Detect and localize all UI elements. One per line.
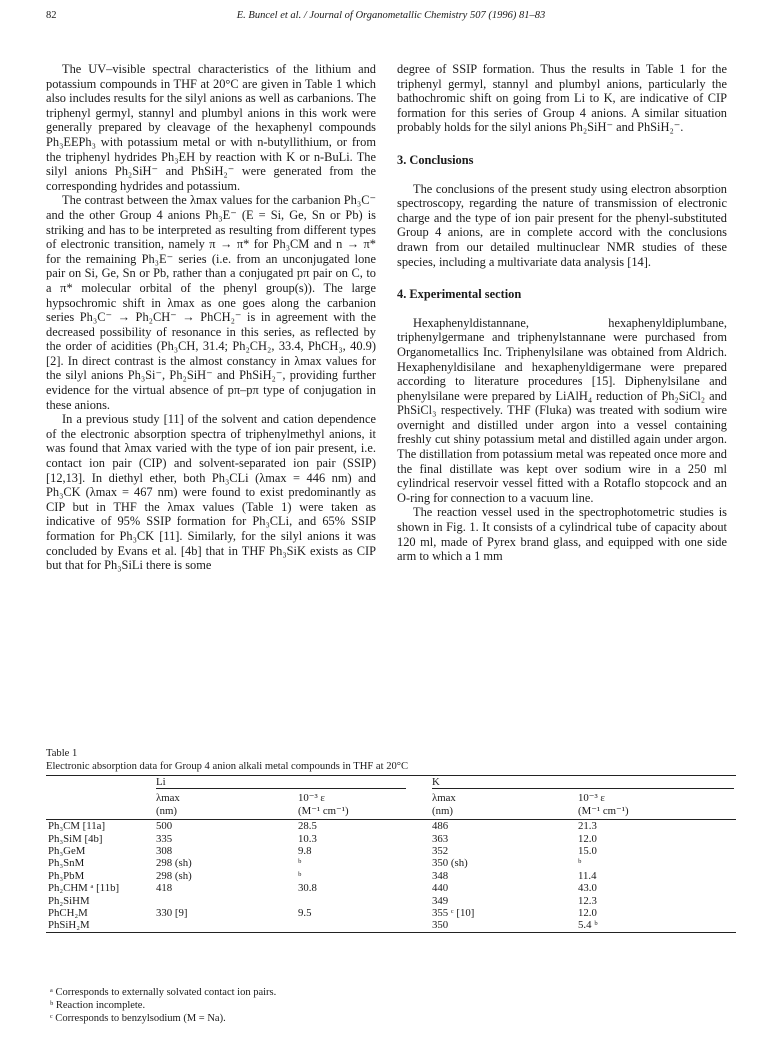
table-cell-k-eps: 43.0 [578, 882, 597, 895]
col-header-unit: (M⁻¹ cm⁻¹) [298, 804, 349, 817]
table-row [46, 895, 736, 907]
running-title: E. Buncel et al. / Journal of Organometallic Chemistry 507 (1996) 81–83 [236, 10, 546, 21]
table-cell-li-eps: 9.8 [298, 845, 312, 858]
body-paragraph: The conclusions of the present study using electron absorption spectroscopy, regarding the nature of transmission of electronic charge and the type of ion pair present for the phenyl-substituted Group 4 anions, are in complete accord with the conclusions drawn from our detailed multinuclear NMR studies of these species, including a multivariate data analysis [14]. [397, 181, 727, 269]
table-row [46, 882, 736, 894]
table-cell-k-eps: 5.4 ᵇ [576, 919, 736, 932]
table-cell-li-eps: 30.8 [298, 882, 317, 895]
table-label: Table 1 [46, 748, 78, 759]
table-cell-k-lambda: 350 [430, 919, 576, 932]
table-cell-k-lambda: 349 [432, 894, 449, 907]
body-paragraph: Hexaphenyldistannane, hexaphenyldiplumbane, triphenylgermane and triphenylstannane were purchased from Organometallics Inc. Triphenylsilane was obtained from Aldrich. Hexaphenyldisilane and hexaphenyldigermane were prepared according to literature procedures [15]. Diphenylsilane and phenylsilane were prepared by LiAlH₄ reduction of Ph₂SiCl₂ and PhSiCl₃ respectively. THF (Fluka) was treated with sodium wire overnight and distilled under argon into a vessel containing freshly cut shiny potassium metal and distilled again under argon. The distillation from potassium metal was repeated once more and the final distillate was kept over sodium wire in a 250 ml cylindrical reservoir vessel fitted with a Rotaflo stopcock and an O-ring for connection to a vacuum line. [397, 315, 727, 505]
table-cell-compound: PhCH₂M [48, 907, 88, 920]
table-cell-compound: Ph₃SiM [4b] [48, 832, 103, 845]
table-title: Electronic absorption data for Group 4 anion alkali metal compounds in THF at 20°C [46, 761, 409, 772]
table-cell-li-lambda: 335 [156, 832, 173, 845]
footnote: ᵇ Reaction incomplete. [50, 1000, 146, 1011]
col-header-epsilon: 10⁻³ ε [578, 792, 605, 805]
body-paragraph: degree of SSIP formation. Thus the results in Table 1 for the triphenyl germyl, stannyl and plumbyl anions, particularly the bathochromic shift on going from Li to K, are indicative of CIP formation for this series of Group 4 anions. A similar situation probably holds for the silyl anions Ph₂SiH⁻ and PhSiH₂⁻. [397, 62, 727, 135]
table-row [46, 833, 736, 845]
footnote: ᶜ Corresponds to benzylsodium (M = Na). [50, 1013, 226, 1024]
table-cell-li-eps [296, 895, 430, 907]
table-row [46, 845, 736, 857]
table-cell-li-lambda: 308 [156, 845, 173, 858]
section-heading-conclusions: 3. Conclusions [397, 152, 474, 167]
table-cell-k-lambda: 355 ᶜ [10] [432, 907, 475, 920]
table-cell-li-lambda: 500 [154, 820, 296, 833]
table-cell-k-eps: ᵇ [578, 857, 582, 870]
right-column [397, 62, 727, 564]
col-header-epsilon: 10⁻³ ε [298, 792, 325, 805]
table-cell-k-lambda: 350 (sh) [432, 857, 468, 870]
table-row [46, 907, 736, 919]
table-caption [46, 747, 736, 773]
table-cell-compound: Ph₂CHM ᵃ [11b] [48, 882, 120, 895]
table-row [46, 870, 736, 882]
table-row [46, 919, 736, 932]
table-cell-k-eps: 15.0 [578, 845, 597, 858]
section-heading-experimental: 4. Experimental section [397, 287, 522, 302]
table-cell-k-eps: 11.4 [578, 869, 597, 882]
table-cell-k-eps: 12.3 [578, 894, 597, 907]
page-number: 82 [46, 10, 57, 21]
table-cell-compound: Ph₃SnM [48, 857, 85, 870]
table-cell-compound: Ph₂SiHM [48, 894, 90, 907]
table-cell-compound: Ph₃PbM [48, 869, 85, 882]
col-header-unit: (nm) [156, 804, 177, 817]
table-cell-k-lambda: 486 [430, 820, 576, 833]
table-cell-compound: Ph₃CM [11a] [46, 820, 154, 833]
table-cell-li-lambda [154, 895, 296, 907]
footnote: ᵃ Corresponds to externally solvated contact ion pairs. [50, 987, 277, 998]
table-footnotes [50, 986, 276, 1025]
table-cell-compound: PhSiH₂M [46, 919, 154, 932]
table-row [46, 820, 736, 833]
table-cell-k-lambda: 440 [432, 882, 449, 895]
running-header [46, 10, 736, 26]
body-paragraph: In a previous study [11] of the solvent and cation dependence of the electronic absorption spectra of triphenylmethyl anions, it was found that λmax varied with the type of ion pair present, i.e. contact ion pair (CIP) and solvent-separated ion pair (SSIP) [12,13]. In diethyl ether, both Ph₃CLi (λmax = 446 nm) and Ph₃CK (λmax = 467 nm) were found to exist predominantly as CIP but in THF the λmax values (Table 1) were taken as indicative of 95% SSIP formation for Ph₃CLi, and 65% SSIP formation for Ph₃CK [11]. Similarly, for the silyl anions it was concluded by Evans et al. [4b] that in THF Ph₃SiK exists as CIP but that for Ph₃SiLi there is some [46, 412, 376, 573]
table-cell-li-eps: 9.5 [298, 907, 312, 920]
table-cell-li-eps: ᵇ [298, 869, 302, 882]
col-header-unit: (nm) [432, 804, 453, 817]
table-cell-li-eps: 28.5 [296, 820, 430, 833]
col-header-lambda: λmax [156, 792, 180, 805]
body-paragraph: The contrast between the λmax values for the carbanion Ph₃C⁻ and the other Group 4 anions Ph₃E⁻ (E = Si, Ge, Sn or Pb) is striking and has to be interpreted as resulting from different types of electronic transition, namely π → π* for Ph₃CM and n → π* for the remaining Ph₃E⁻ series (i.e. from an unconjugated lone pair on Si, Ge, Sn or Pb, rather than a conjugated pπ pair on C, to a π* molecular orbital of the phenyl group(s)). The large hypsochromic shift in λmax as one goes along the carbanion series Ph₃C⁻ → Ph₂CH⁻ → PhCH₂⁻ is in agreement with the decreased possibility of resonance in this series, as reflected by the order of acidities (Ph₃CH, 31.4; Ph₂CH₂, 33.4, PhCH₃, 40.9) [2]. In direct contrast is the almost constancy in λmax values for the silyl anions Ph₃Si⁻, Ph₂SiH⁻ and PhSiH₂⁻, providing further evidence for the virtual absence of pπ–pπ type of conjugation in these anions. [46, 193, 376, 412]
table-cell-li-eps: 10.3 [298, 832, 317, 845]
body-paragraph: The UV–visible spectral characteristics of the lithium and potassium compounds in THF at 20°C are given in Table 1 which also includes results for the silyl anions as well as carbanions. The triphenyl germyl, stannyl and plumbyl anions in this work were generally prepared by cleavage of the hexaphenyl compounds Ph₃EEPh₃ with potassium metal or with n-butyllithium, or from the triphenyl hydrides Ph₃EH by reaction with K or n-BuLi. The silyl anions Ph₂SiH⁻ and PhSiH₂⁻ were generated from the corresponding hydrides and potassium. [46, 62, 376, 193]
table-cell-li-lambda: 298 (sh) [156, 857, 192, 870]
table-cell-k-eps: 12.0 [578, 907, 597, 920]
table-cell-k-lambda: 352 [432, 845, 449, 858]
table-cell-k-lambda: 363 [432, 832, 449, 845]
table-cell-k-lambda: 348 [432, 869, 449, 882]
group-header-k: K [432, 776, 440, 788]
table-cell-li-lambda: 298 (sh) [156, 869, 192, 882]
data-table [46, 775, 736, 933]
table-cell-k-eps: 21.3 [576, 820, 736, 833]
col-header-unit: (M⁻¹ cm⁻¹) [578, 804, 629, 817]
table-cell-li-eps: ᵇ [298, 857, 302, 870]
table-cell-compound: Ph₃GeM [48, 845, 86, 858]
left-column [46, 62, 376, 573]
table-cell-li-lambda: 418 [156, 882, 173, 895]
col-header-lambda: λmax [432, 792, 456, 805]
table-row [46, 857, 736, 869]
table-cell-li-lambda [154, 919, 296, 932]
table-cell-li-lambda: 330 [9] [156, 907, 188, 920]
table-cell-li-eps [296, 919, 430, 932]
group-header-li: Li [156, 776, 166, 788]
table-cell-k-eps: 12.0 [578, 832, 597, 845]
body-paragraph: The reaction vessel used in the spectrophotometric studies is shown in Fig. 1. It consists of a cylindrical tube of capacity about 120 ml, made of Pyrex brand glass, and equipped with one side arm to which a 1 mm [397, 505, 727, 564]
